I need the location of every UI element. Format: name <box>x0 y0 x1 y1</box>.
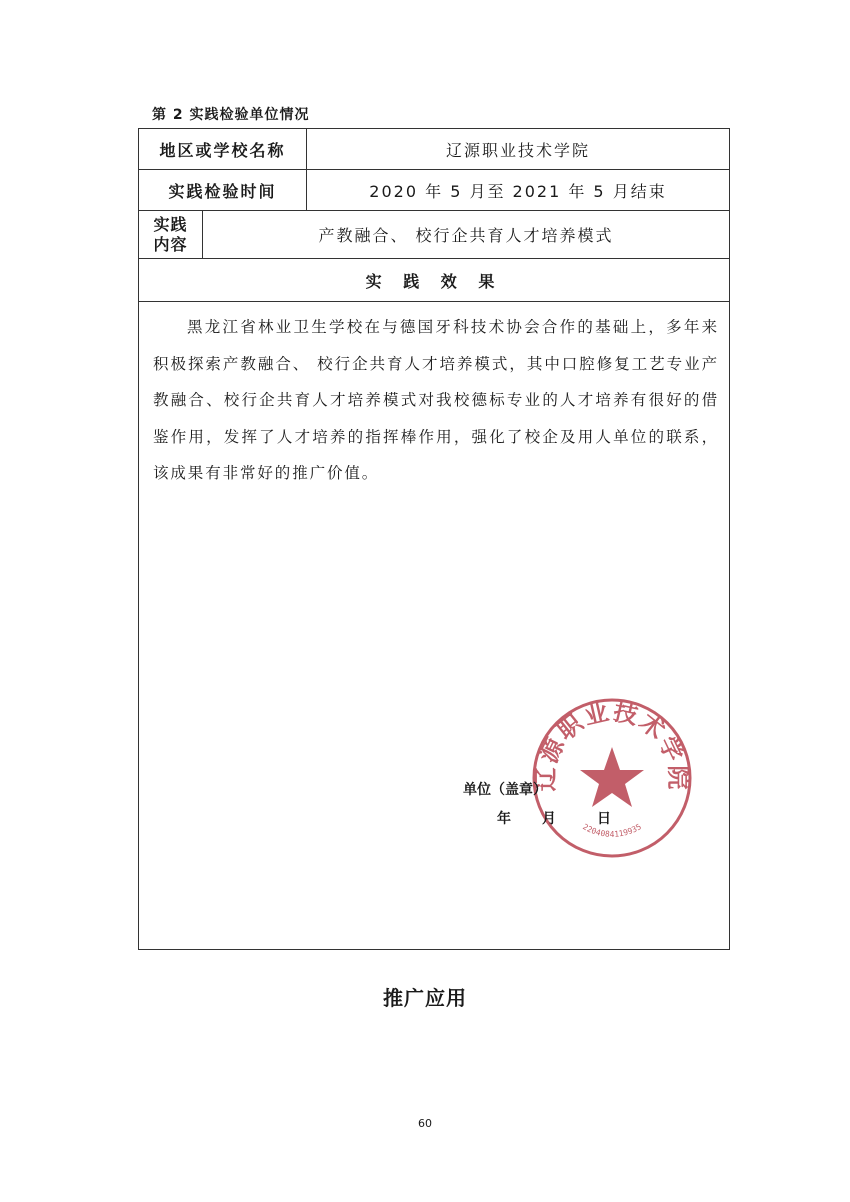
practice-content-row <box>139 211 729 259</box>
school-name-row <box>139 129 729 170</box>
practice-content-label-line1: 实践 <box>153 214 188 234</box>
signature-label: 单位（盖章） <box>463 782 547 798</box>
date-month-label: 月 <box>542 811 556 827</box>
page-number: 60 <box>418 1117 432 1130</box>
verification-time-label: 实践检验时间 <box>139 170 307 210</box>
seal-name-text: 辽源职业技术学院 <box>531 697 693 792</box>
page-title: 推广应用 <box>383 986 467 1010</box>
practice-results-header-row <box>139 259 729 302</box>
practice-content-label <box>139 211 203 258</box>
verification-time-row <box>139 170 729 211</box>
date-year-label: 年 <box>497 811 511 827</box>
school-name-value: 辽源职业技术学院 <box>445 140 590 160</box>
practice-verification-form <box>138 128 730 950</box>
date-day-label: 日 <box>597 811 611 827</box>
verification-time-value: 2020 年 5 月至 2021 年 5 月结束 <box>369 181 667 201</box>
seal-number-text: 2204084119935 <box>581 822 643 839</box>
seal-star-icon <box>580 747 644 807</box>
practice-results-header: 实 践 效 果 <box>365 271 503 291</box>
school-name-label: 地区或学校名称 <box>139 129 307 169</box>
official-seal <box>531 697 693 859</box>
practice-content-label-line2: 内容 <box>153 234 188 254</box>
date-line <box>497 808 657 828</box>
practice-results-text: 黑龙江省林业卫生学校在与德国牙科技术协会合作的基础上，多年来积极探索产教融合、 校行企共育人才培养模式，其中口腔修复工艺专业产教融合、校行企共育人才培养模式对我校德标专业的人才培养有很好的借鉴作用，发挥了人才培养的指挥棒作用，强化了校企及用人单位的联系，该成果有非常好的推广价值。 <box>153 318 719 482</box>
practice-content-value: 产教融合、 校行企共育人才培养模式 <box>318 226 614 245</box>
section-heading: 第 2 实践检验单位情况 <box>152 107 310 123</box>
